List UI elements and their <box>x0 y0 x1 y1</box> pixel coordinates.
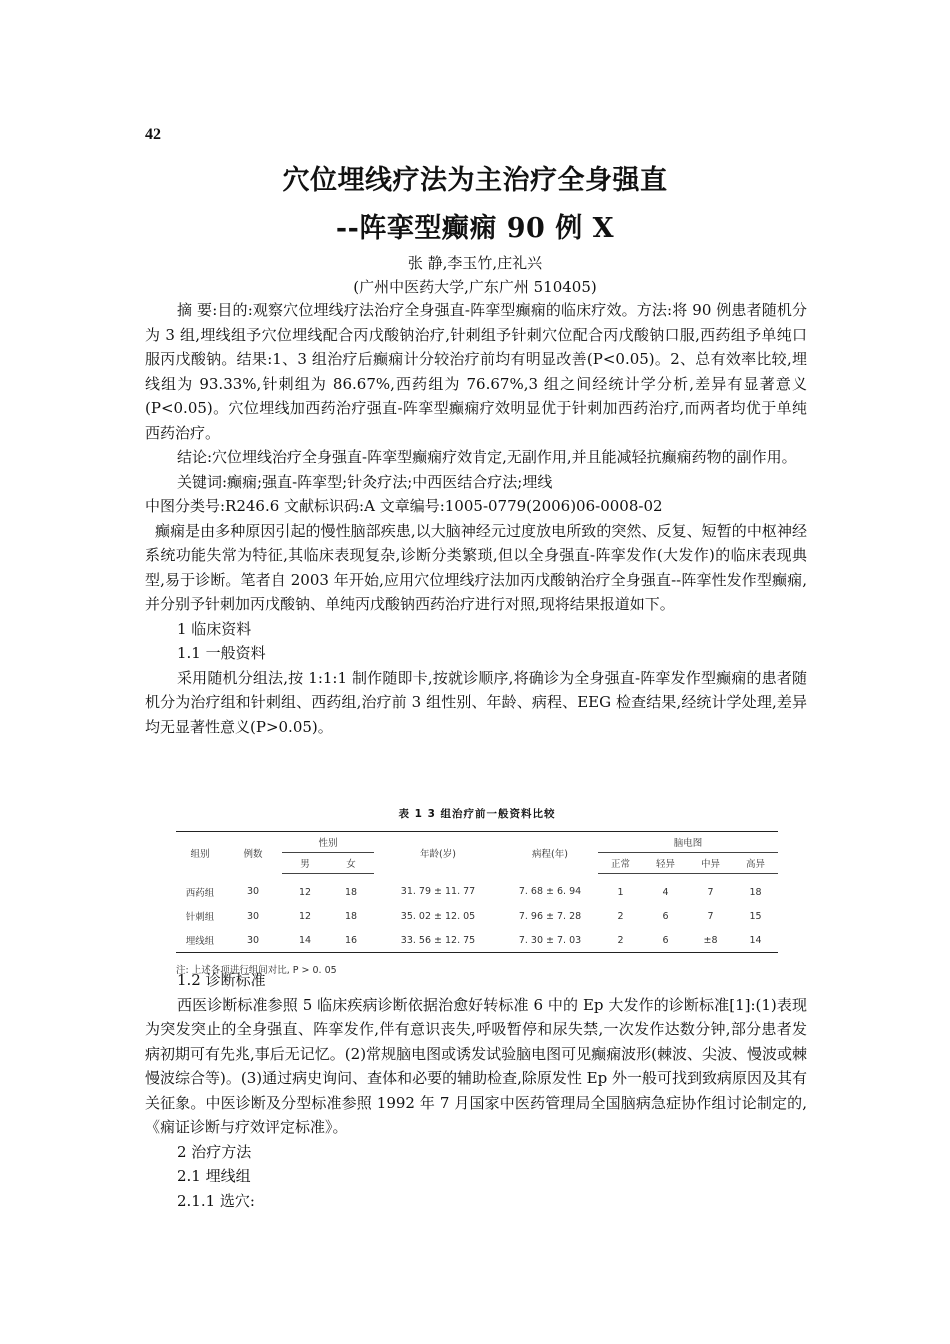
conclusion: 结论:穴位埋线治疗全身强直-阵挛型癫痫疗效肯定,无副作用,并且能减轻抗癫痫药物的副作用。 <box>177 448 797 466</box>
col-male: 男 <box>282 853 328 874</box>
cell-severe: 14 <box>733 928 778 953</box>
cell-group: 埋线组 <box>176 928 224 953</box>
section-heading-2-1: 2.1 埋线组 <box>177 1167 251 1185</box>
diagnosis-text: 西医诊断标准参照 5 临床疾病诊断依据治愈好转标准 6 中的 Ep 大发作的诊断标准[1]:(1)表现为突发突止的全身强直、阵挛发作,伴有意识丧失,呼吸暂停和尿失禁,一次发作达数分钟,部分患者发病初期可有先兆,事后无记忆。(2)常规脑电图或诱发试验脑电图可见癫痫波形(棘波、尖波、慢波或棘慢波综合等)。(3)通过病史询问、查体和必要的辅助检查,除原发性 Ep 外一般可找到致病原因及其有关征象。中医诊断及分型标准参照 1992 年 7 月国家中医药管理局全国脑病急症协作组讨论制定的,《痫证诊断与疗效评定标准》。 <box>145 995 807 1136</box>
col-mild: 轻异 <box>643 853 688 874</box>
col-group: 组别 <box>176 832 224 874</box>
cell-course: 7. 30 ± 7. 03 <box>502 928 598 953</box>
cell-severe: 15 <box>749 910 762 922</box>
cell-age: 33. 56 ± 12. 75 <box>374 928 502 953</box>
section-heading-2: 2 治疗方法 <box>177 1142 252 1161</box>
cell-male: 12 <box>298 886 312 898</box>
cell-cases: 30 <box>246 886 260 898</box>
abstract: 摘 要:目的:观察穴位埋线疗法治疗全身强直-阵挛型癫痫的临床疗效。方法:将 90 例患者随机分为 3 组,埋线组予穴位埋线配合丙戊酸钠治疗,针刺组予针刺穴位配合丙戊酸钠口服,西药组予单纯口服丙戊酸钠。结果:1、3 组治疗后癫痫计分较治疗前均有明显改善(P<0.05)。2、总有效率比较,埋线组为 93.33%,针刺组为 86.67%,西药组为 76.67%,3 组之间经统计学分析,差异有显著意义(P<0.05)。穴位埋线加西药治疗强直-阵挛型癫痫疗效明显优于针刺加西药治疗,而两者均优于单纯西药治疗。 <box>145 301 807 442</box>
col-eeg: 脑电图 <box>598 832 778 853</box>
table-row <box>176 874 778 905</box>
cell-female: 16 <box>328 928 374 953</box>
cell-group: 西药组 <box>185 887 215 899</box>
table-row <box>176 928 778 953</box>
cell-normal: 2 <box>598 928 643 953</box>
section-heading-1-1: 1.1 一般资料 <box>177 644 266 662</box>
cell-age: 35. 02 ± 12. 05 <box>400 910 476 922</box>
baseline-comparison-table <box>176 831 778 953</box>
body-upper <box>145 298 807 739</box>
table-caption: 表 1 3 组治疗前一般资料比较 <box>398 808 556 820</box>
article-title-line1: 穴位埋线疗法为主治疗全身强直 <box>282 165 668 196</box>
cell-female: 18 <box>344 910 358 922</box>
introduction: 癫痫是由多种原因引起的慢性脑部疾患,以大脑神经元过度放电所致的突然、反复、短暂的中枢神经系统功能失常为特征,其临床表现复杂,诊断分类繁琐,但以全身强直-阵挛发作(大发作)的临床表现典型,易于诊断。笔者自 2003 年开始,应用穴位埋线疗法加丙戊酸钠治疗全身强直--阵挛性发作型癫痫,并分别予针刺加丙戊酸钠、单纯丙戊酸钠西药治疗进行对照,现将结果报道如下。 <box>145 521 807 613</box>
section-heading-2-1-1: 2.1.1 选穴: <box>177 1191 255 1210</box>
col-age: 年龄(岁) <box>374 832 502 874</box>
col-sex: 性别 <box>282 832 374 853</box>
cell-moderate: 7 <box>707 910 714 922</box>
article-title-line2: --阵挛型癫痫 90 例 X <box>335 213 615 244</box>
cell-course: 7. 68 ± 6. 94 <box>518 886 582 898</box>
cell-normal: 1 <box>617 886 624 898</box>
cell-normal: 2 <box>617 910 624 922</box>
body-lower <box>145 968 807 1213</box>
cell-male: 14 <box>282 928 328 953</box>
cell-cases: 30 <box>224 928 282 953</box>
col-normal: 正常 <box>598 853 643 874</box>
page-number: 42 <box>145 126 161 143</box>
cell-age: 31. 79 ± 11. 77 <box>400 886 476 898</box>
general-data-text: 采用随机分组法,按 1:1:1 制作随即卡,按就诊顺序,将确诊为全身强直-阵挛发作型癫痫的患者随机分为治疗组和针刺组、西药组,治疗前 3 组性别、年龄、病程、EEG 检查结果,经统计学处理,差异均无显著性意义(P>0.05)。 <box>145 668 807 736</box>
cell-female: 18 <box>344 886 358 898</box>
cell-moderate: 7 <box>707 886 714 898</box>
affiliation: (广州中医药大学,广东广州 510405) <box>353 278 597 296</box>
cell-group: 针刺组 <box>185 912 215 923</box>
cell-mild: 6 <box>643 928 688 953</box>
col-moderate: 中异 <box>688 853 733 874</box>
classification: 中图分类号:R246.6 文献标识码:A 文章编号:1005-0779(2006)06-0008-02 <box>145 497 663 515</box>
col-female: 女 <box>328 853 374 874</box>
cell-male: 12 <box>298 910 312 922</box>
authors: 张 静,李玉竹,庄礼兴 <box>407 254 543 272</box>
cell-cases: 30 <box>246 910 260 922</box>
section-heading-1-2: 1.2 诊断标准 <box>177 971 266 989</box>
section-heading-1: 1 临床资料 <box>177 619 252 638</box>
table-row <box>176 904 778 928</box>
cell-moderate: ±8 <box>688 928 733 953</box>
cell-mild: 6 <box>662 910 669 922</box>
cell-mild: 4 <box>662 886 669 898</box>
col-severe: 高异 <box>733 853 778 874</box>
col-cases: 例数 <box>224 832 282 874</box>
keywords: 关键词:癫痫;强直-阵挛型;针灸疗法;中西医结合疗法;埋线 <box>177 472 553 491</box>
table-note: 注: 上述各项进行组间对比, P > 0. 05 <box>176 965 337 976</box>
col-course: 病程(年) <box>502 832 598 874</box>
cell-severe: 18 <box>749 886 762 898</box>
table-1 <box>176 806 778 976</box>
cell-course: 7. 96 ± 7. 28 <box>518 910 582 922</box>
